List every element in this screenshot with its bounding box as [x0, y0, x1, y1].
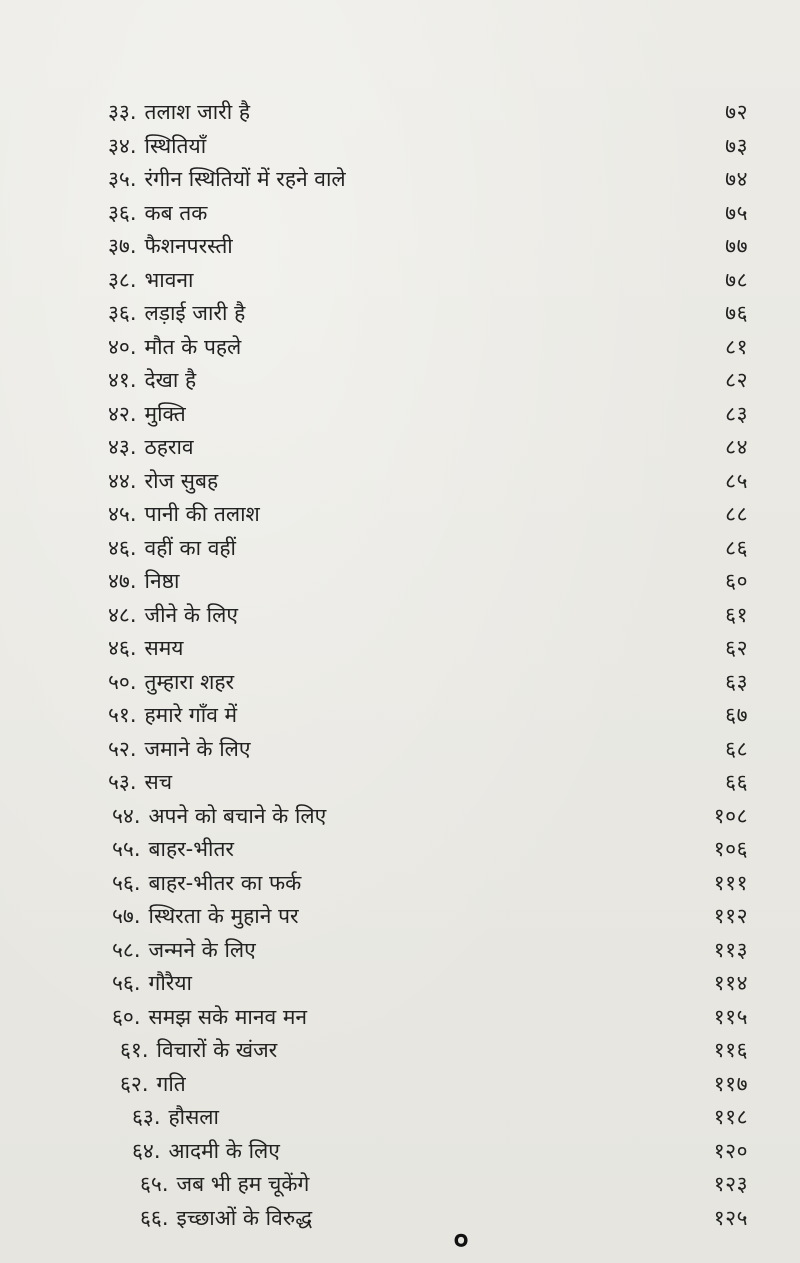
- entry-number: ३६.: [108, 301, 137, 326]
- entry-number: ४३.: [108, 435, 137, 460]
- entry-title: स्थितियाँ: [144, 133, 207, 158]
- entry-page-number: ११२: [713, 904, 748, 929]
- entry-number: ५५.: [112, 837, 141, 862]
- entry-number: ६१.: [120, 1038, 149, 1063]
- entry-number: ६४.: [132, 1138, 161, 1163]
- toc-entry: [108, 498, 748, 532]
- toc-entry: [108, 364, 748, 398]
- entry-number: ५७.: [112, 904, 141, 929]
- entry-page-number: १०६: [713, 837, 748, 862]
- entry-title: समय: [144, 636, 184, 661]
- entry-page-number: ७३: [725, 133, 748, 158]
- entry-title: निष्ठा: [144, 569, 180, 594]
- entry-title: समझ सके मानव मन: [148, 1004, 308, 1029]
- toc-entry: [108, 699, 748, 733]
- entry-title: जीने के लिए: [144, 602, 238, 627]
- entry-title: फैशनपरस्ती: [144, 234, 233, 259]
- entry-page-number: ११७: [713, 1071, 748, 1096]
- toc-entry: [108, 1101, 748, 1135]
- toc-entry: [108, 96, 748, 130]
- entry-number: ५०.: [108, 669, 137, 694]
- entry-title: हमारे गाँव में: [144, 703, 238, 728]
- entry-number: ५८.: [112, 937, 141, 962]
- entry-title: ठहराव: [144, 435, 194, 460]
- entry-number: ३५.: [108, 167, 137, 192]
- entry-page-number: ७६: [725, 301, 748, 326]
- toc-entry: [108, 900, 748, 934]
- entry-number: ६५.: [140, 1172, 169, 1197]
- entry-title: हौसला: [168, 1105, 219, 1130]
- toc-entry: [108, 1135, 748, 1169]
- entry-number: ३४.: [108, 133, 137, 158]
- entry-number: ४४.: [108, 468, 137, 493]
- toc-entry: [108, 163, 748, 197]
- entry-title: अपने को बचाने के लिए: [148, 803, 327, 828]
- entry-number: ४०.: [108, 334, 137, 359]
- entry-title: बाहर-भीतर: [148, 837, 235, 862]
- entry-title: कब तक: [144, 200, 208, 225]
- entry-page-number: ८६: [725, 535, 748, 560]
- entry-number: ५६.: [112, 870, 141, 895]
- entry-number: ४५.: [108, 502, 137, 527]
- toc-entry: [108, 297, 748, 331]
- toc-entry: [108, 465, 748, 499]
- entry-page-number: ६१: [725, 602, 748, 627]
- entry-page-number: १०८: [713, 803, 748, 828]
- entry-title: इच्छाओं के विरुद्ध: [176, 1205, 313, 1230]
- toc-entry: [108, 532, 748, 566]
- entry-number: ६२.: [120, 1071, 149, 1096]
- toc-entry: [108, 331, 748, 365]
- entry-title: सच: [144, 770, 173, 795]
- entry-number: ५६.: [112, 971, 141, 996]
- entry-number: ५१.: [108, 703, 137, 728]
- entry-title: रंगीन स्थितियों में रहने वाले: [144, 167, 346, 192]
- entry-number: ५२.: [108, 736, 137, 761]
- toc-entry: [108, 398, 748, 432]
- page-folio: ०: [453, 1223, 469, 1258]
- entry-page-number: १११: [713, 870, 748, 895]
- entry-title: जब भी हम चूकेंगे: [176, 1172, 310, 1197]
- entry-title: गौरैया: [148, 971, 192, 996]
- entry-number: ४८.: [108, 602, 137, 627]
- entry-number: ४१.: [108, 368, 137, 393]
- entry-title: गति: [156, 1071, 186, 1096]
- toc-entry: [108, 632, 748, 666]
- toc-entry: [108, 800, 748, 834]
- toc-entry: [108, 766, 748, 800]
- toc-entry: [108, 867, 748, 901]
- entry-title: मुक्ति: [144, 401, 186, 426]
- toc-entry: [108, 130, 748, 164]
- entry-number: ६६.: [140, 1205, 169, 1230]
- entry-page-number: १२०: [713, 1138, 748, 1163]
- entry-title: पानी की तलाश: [144, 502, 260, 527]
- entry-title: रोज सुबह: [144, 468, 219, 493]
- entry-title: देखा है: [144, 368, 197, 393]
- entry-title: बाहर-भीतर का फर्क: [148, 870, 302, 895]
- toc-entry: [108, 733, 748, 767]
- toc-entry: [108, 967, 748, 1001]
- toc-entry: [108, 599, 748, 633]
- entry-page-number: ७७: [725, 234, 748, 259]
- entry-page-number: ६०: [725, 569, 748, 594]
- entry-title: लड़ाई जारी है: [144, 301, 246, 326]
- entry-number: ६०.: [112, 1004, 141, 1029]
- entry-title: जमाने के लिए: [144, 736, 251, 761]
- entry-page-number: ८३: [725, 401, 748, 426]
- entry-title: भावना: [144, 267, 194, 292]
- toc-entry: [108, 230, 748, 264]
- entry-number: ४७.: [108, 569, 137, 594]
- entry-number: ४६.: [108, 535, 137, 560]
- entry-page-number: ६६: [725, 770, 748, 795]
- entry-page-number: ६३: [725, 669, 748, 694]
- entry-title: स्थिरता के मुहाने पर: [148, 904, 299, 929]
- toc-entry: [108, 1034, 748, 1068]
- toc-entry: [108, 666, 748, 700]
- toc-entry: [108, 431, 748, 465]
- entry-number: ५३.: [108, 770, 137, 795]
- toc-entry: [108, 197, 748, 231]
- entry-page-number: ८२: [725, 368, 748, 393]
- entry-page-number: ११८: [713, 1105, 748, 1130]
- entry-page-number: ८४: [725, 435, 748, 460]
- entry-page-number: ११४: [713, 971, 748, 996]
- entry-number: ४६.: [108, 636, 137, 661]
- entry-page-number: ११५: [713, 1004, 748, 1029]
- toc-entry: [108, 1168, 748, 1202]
- entry-title: वहीं का वहीं: [144, 535, 236, 560]
- entry-number: ३८.: [108, 267, 137, 292]
- entry-page-number: ६२: [725, 636, 748, 661]
- entry-page-number: ७२: [725, 100, 748, 125]
- entry-title: तलाश जारी है: [144, 100, 250, 125]
- entry-page-number: ६८: [725, 736, 748, 761]
- entry-number: ६३.: [132, 1105, 161, 1130]
- toc-entry: [108, 1001, 748, 1035]
- entry-page-number: ७४: [725, 167, 748, 192]
- toc-entry: [108, 1068, 748, 1102]
- entry-page-number: १२५: [713, 1205, 748, 1230]
- entry-number: ५४.: [112, 803, 141, 828]
- entry-title: जन्मने के लिए: [148, 937, 256, 962]
- toc-entry: [108, 934, 748, 968]
- entry-page-number: १२३: [713, 1172, 748, 1197]
- table-of-contents: [108, 96, 748, 1235]
- entry-page-number: ११३: [713, 937, 748, 962]
- entry-title: आदमी के लिए: [168, 1138, 280, 1163]
- entry-title: तुम्हारा शहर: [144, 669, 235, 694]
- toc-entry: [108, 264, 748, 298]
- entry-page-number: ७८: [725, 267, 748, 292]
- entry-page-number: ६७: [725, 703, 748, 728]
- entry-title: मौत के पहले: [144, 334, 242, 359]
- entry-number: ४२.: [108, 401, 137, 426]
- entry-number: ३७.: [108, 234, 137, 259]
- entry-page-number: ७५: [725, 200, 748, 225]
- entry-page-number: ११६: [713, 1038, 748, 1063]
- entry-page-number: ८५: [725, 468, 748, 493]
- entry-title: विचारों के खंजर: [156, 1038, 278, 1063]
- toc-entry: [108, 1202, 748, 1236]
- entry-page-number: ८८: [725, 502, 748, 527]
- entry-page-number: ८१: [725, 334, 748, 359]
- toc-entry: [108, 565, 748, 599]
- entry-number: ३६.: [108, 200, 137, 225]
- entry-number: ३३.: [108, 100, 137, 125]
- toc-entry: [108, 833, 748, 867]
